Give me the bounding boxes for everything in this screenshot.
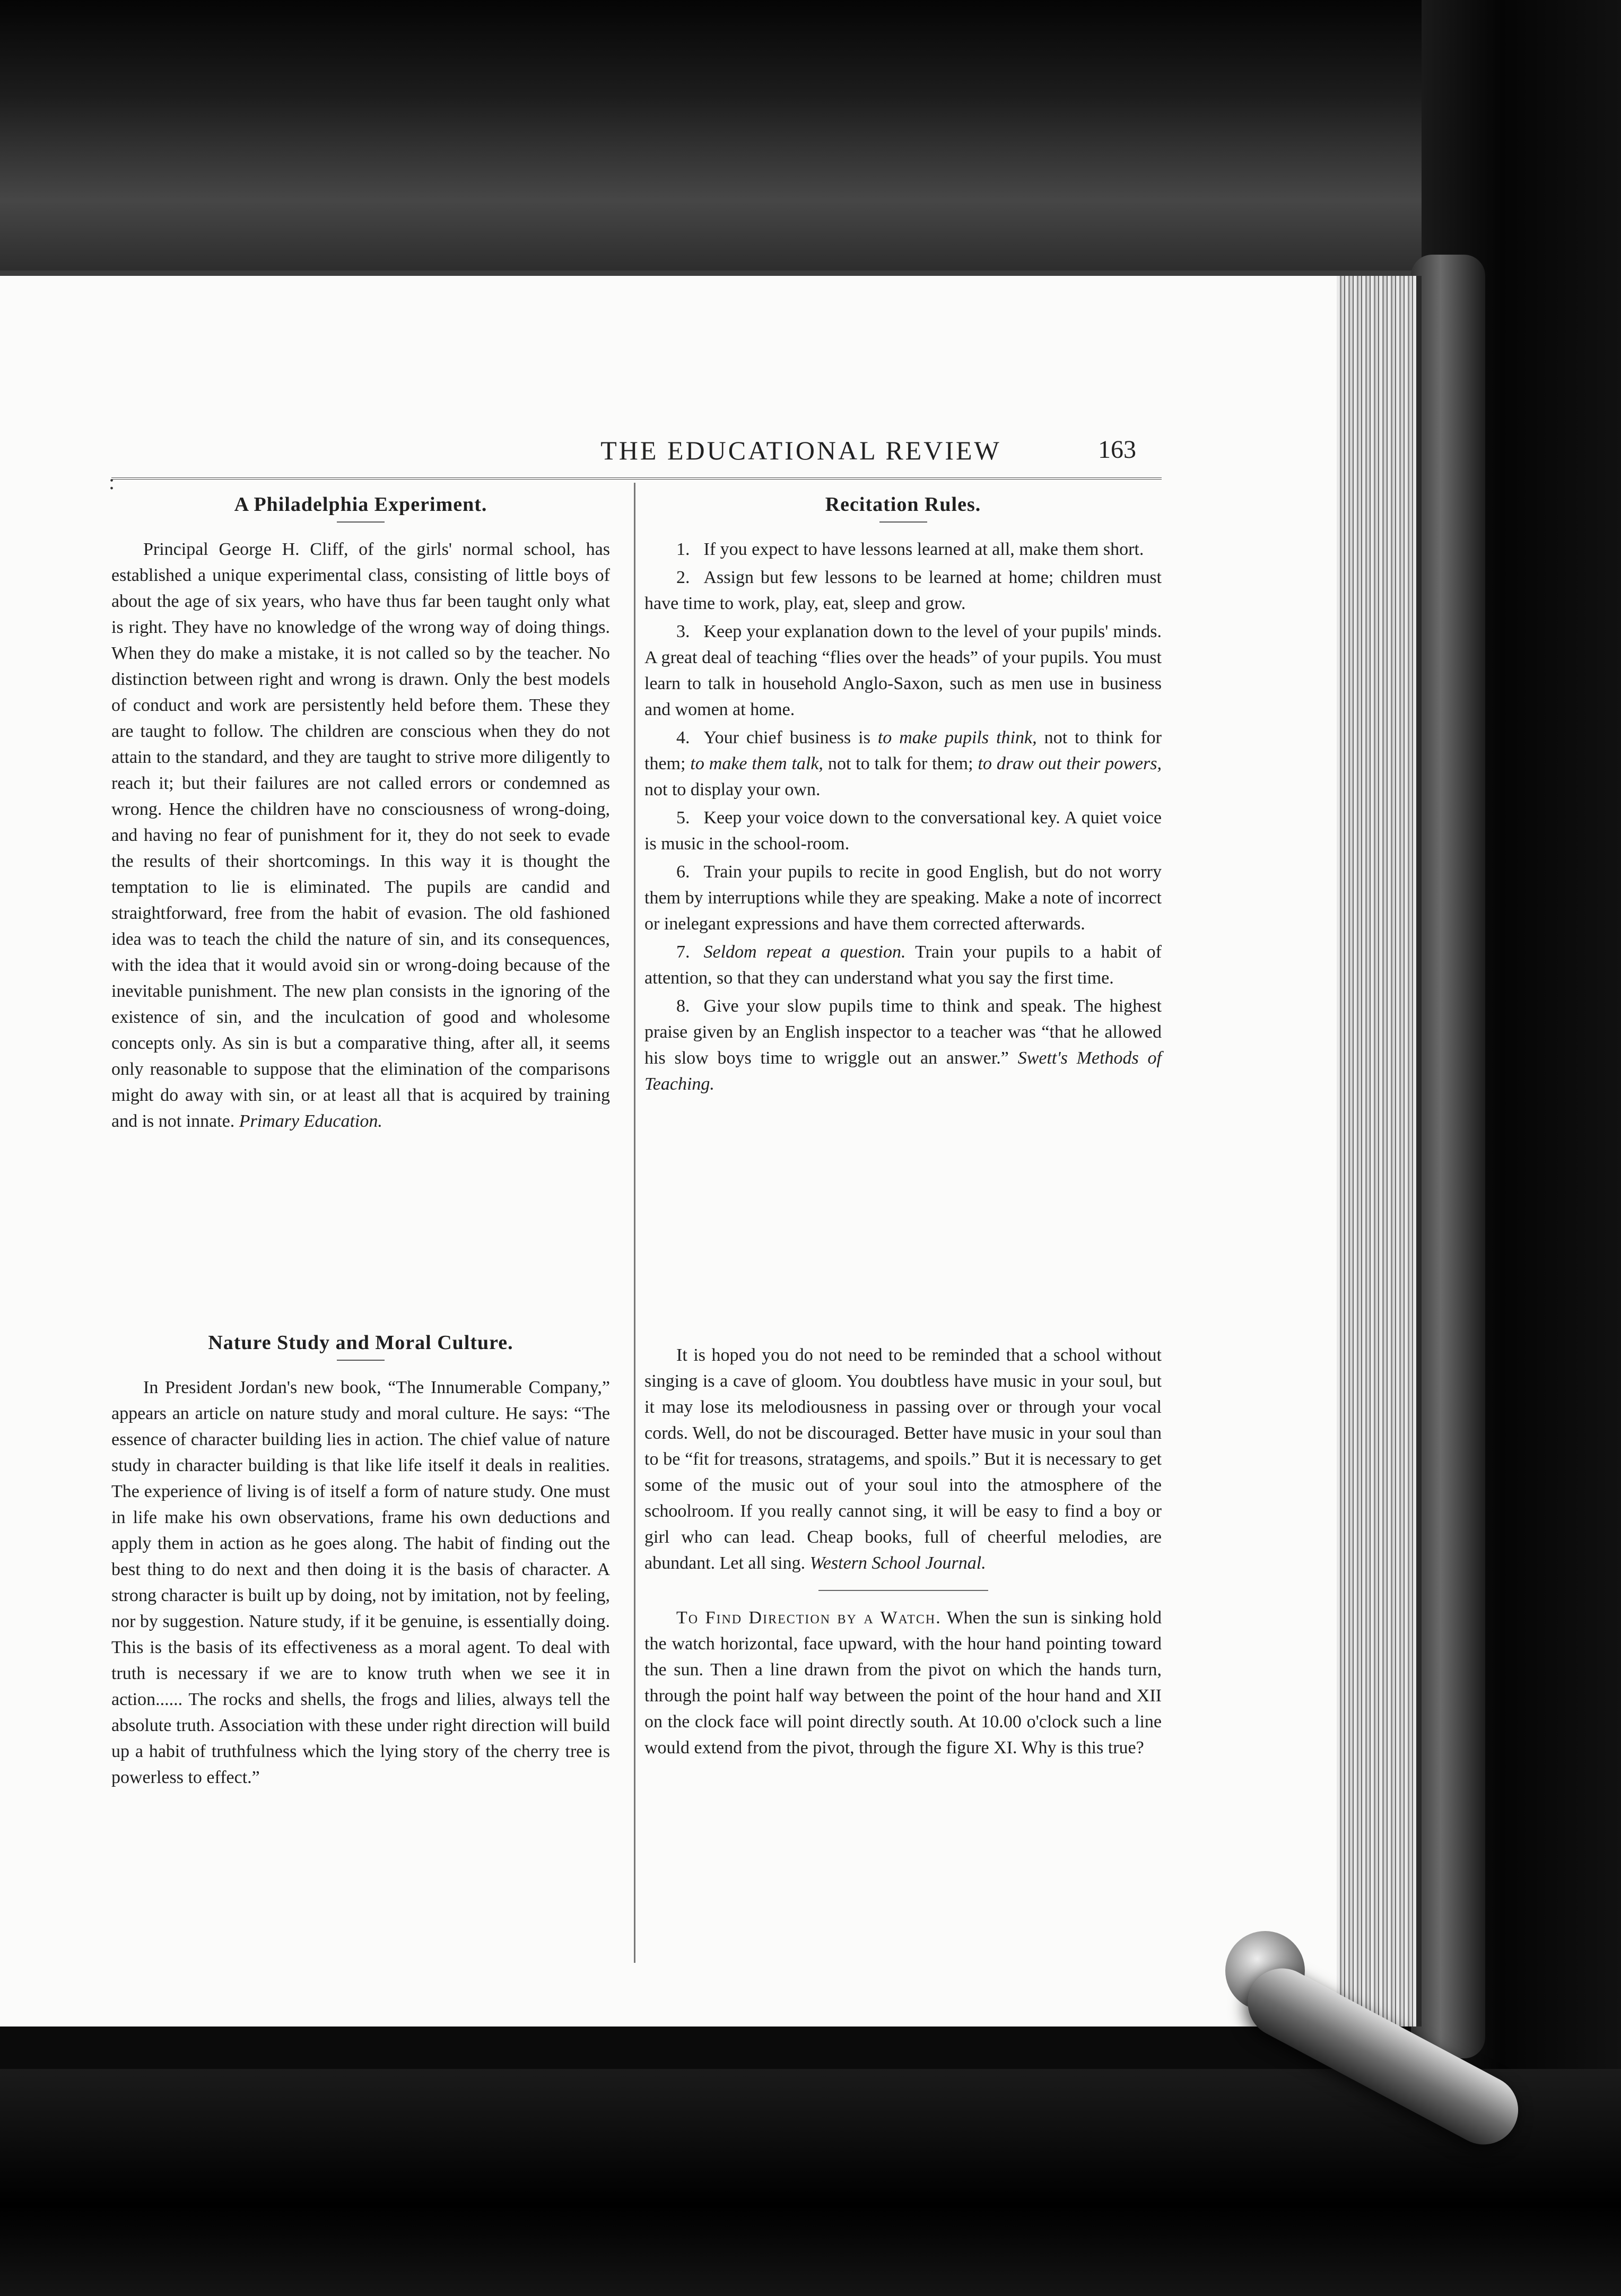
rule-number: 8. bbox=[676, 996, 690, 1016]
photo-background-bottom bbox=[0, 2069, 1621, 2296]
rule-emphasis: to draw out their powers, bbox=[978, 754, 1162, 773]
rule-text: Keep your voice down to the conversational key. A quiet voice is music in the school-room. bbox=[644, 808, 1162, 854]
rule-item bbox=[644, 725, 1162, 803]
left-column bbox=[111, 491, 610, 1134]
rule-text: not to display your own. bbox=[644, 780, 821, 799]
article-body-singing bbox=[644, 1342, 1162, 1576]
rule-item bbox=[644, 939, 1162, 991]
rule-number: 3. bbox=[676, 622, 690, 641]
article-title-recitation-rules: Recitation Rules. bbox=[825, 493, 981, 516]
article-title-nature-study: Nature Study and Moral Culture. bbox=[208, 1332, 513, 1354]
running-title: THE EDUCATIONAL REVIEW bbox=[600, 436, 1001, 465]
left-column-lower bbox=[111, 1329, 610, 1790]
rule-number: 4. bbox=[676, 728, 690, 747]
attribution: Western School Journal. bbox=[809, 1553, 986, 1573]
rule-number: 1. bbox=[676, 540, 690, 559]
article-lead: To Find Direction by a Watch. bbox=[676, 1608, 942, 1628]
rule-item bbox=[644, 619, 1162, 723]
rule-item bbox=[644, 536, 1162, 562]
rule-text: not to talk for them; bbox=[823, 754, 978, 773]
rule-item bbox=[644, 859, 1162, 937]
rule-emphasis: Seldom repeat a question. bbox=[703, 942, 906, 962]
article-body-nature-study: In President Jordan's new book, “The Innumerable Company,” appears an article on nature study and moral culture. He says: “The essence of character building lies in action. The chief value of nature study in character building is that like life itself it deals in realities. The experience of living is of itself a form of nature study. One must in life make his own observations, frame his own deductions and apply them in action as he goes along. The habit of finding out the best thing to do next and then doing it is the basis of character. A strong character is built up by doing, not by imitation, not by feeling, nor by suggestion. Nature study, if it be genuine, is essentially doing. This is the basis of its effectiveness as a moral agent. To deal with truth is necessary if we are to know truth when we see it in action...... The rocks and shells, the frogs and lilies, always tell the absolute truth. Association with these under right direction will build up a habit of truthfulness which the lying story of the cherry tree is powerless to effect.” bbox=[111, 1378, 610, 1787]
rule-text: Give your slow pupils time to think and speak. The highest praise given by an English inspector to a teacher was “that he allowed his slow boys time to wriggle out an answer.” bbox=[644, 996, 1162, 1068]
rule-emphasis: to make pupils think, bbox=[877, 728, 1037, 747]
rule-text: Keep your explanation down to the level of your pupils' minds. A great deal of teaching “flies over the heads” of your pupils. You must learn to talk in household Anglo-Saxon, such as men use in business and women at home. bbox=[644, 622, 1162, 719]
book-binding bbox=[1411, 255, 1485, 2058]
page-number: 163 bbox=[1098, 436, 1136, 464]
title-rule bbox=[879, 521, 927, 523]
article-text: When the sun is sinking hold the watch horizontal, face upward, with the hour hand pointing toward the sun. Then a line drawn from the pivot on which the hands turn, through the point half way between the point of the hour hand and XII on the clock face will point directly south. At 10.00 o'clock such a line would extend from the pivot, through the figure XI. Why is this true? bbox=[644, 1608, 1162, 1758]
rule-number: 2. bbox=[676, 568, 690, 587]
rule-text: not to think for them; bbox=[644, 728, 1162, 773]
rule-text: Train your pupils to a habit of attention, so that they can understand what you say the first time. bbox=[644, 942, 1162, 988]
header-rule bbox=[111, 477, 1162, 480]
article-title-philadelphia: A Philadelphia Experiment. bbox=[234, 493, 487, 516]
photo-background-band bbox=[0, 95, 1538, 271]
attribution: Primary Education. bbox=[239, 1111, 382, 1131]
rule-item bbox=[644, 564, 1162, 616]
rule-text: If you expect to have lessons learned at all, make them short. bbox=[703, 540, 1144, 559]
rule-number: 5. bbox=[676, 808, 690, 828]
section-separator bbox=[818, 1590, 988, 1591]
rule-number: 7. bbox=[676, 942, 690, 962]
right-column bbox=[644, 491, 1162, 1099]
rule-text: Assign but few lessons to be learned at home; children must have time to work, play, eat, sleep and grow. bbox=[644, 568, 1162, 613]
rule-item bbox=[644, 993, 1162, 1097]
rule-item bbox=[644, 805, 1162, 857]
margin-mark: : bbox=[109, 470, 115, 494]
column-divider bbox=[634, 483, 635, 1963]
right-column-singing bbox=[644, 1342, 1162, 1761]
attribution: Swett's Methods of Teaching. bbox=[644, 1048, 1162, 1094]
article-body-watch bbox=[644, 1605, 1162, 1761]
title-rule bbox=[337, 521, 385, 523]
page-edges bbox=[1337, 276, 1422, 2027]
article-text: Principal George H. Cliff, of the girls' normal school, has established a unique experimental class, consisting of little boys of about the age of six years, who have thus far been taught only what is right. They have no knowledge of the wrong way of doing things. When they do make a mistake, it is not called so by the teacher. No distinction between right and wrong is drawn. Only the best models of conduct and work are persistently held before them. These they are taught to follow. The children are conscious when they do not attain to the standard, and they are taught to strive more diligently to reach it; but their failures are not called errors or condemned as wrong. Hence the children have no consciousness of wrong-doing, and having no fear of punishment for it, they do not seek to evade the results of their shortcomings. In this way it is thought the temptation to lie is eliminated. The pupils are candid and straightforward, free from the habit of evasion. The old fashioned idea was to teach the child the nature of sin, and its consequences, with the idea that it would avoid sin or wrong-doing because of the inevitable punishment. The new plan consists in the ignoring of the existence of sin, and the inculcation of good and wholesome concepts only. As sin is but a comparative thing, after all, it seems only reasonable to suppose that the elimination of the comparisons might do away with sin, or at least all that is acquired by training and is not innate. bbox=[111, 540, 610, 1131]
rule-emphasis: to make them talk, bbox=[690, 754, 823, 773]
title-rule bbox=[337, 1360, 385, 1361]
article-text: It is hoped you do not need to be reminded that a school without singing is a cave of gloom. You doubtless have music in your soul, but it may lose its melodiousness in passing over or through your vocal cords. Well, do not be discouraged. Better have music in your soul than to be “fit for treasons, stratagems, and spoils.” But it is necessary to get some of the music out of your soul into the atmosphere of the schoolroom. If you really cannot sing, it will be easy to find a boy or girl who can lead. Cheap books, full of cheerful melodies, are abundant. Let all sing. bbox=[644, 1345, 1162, 1573]
rule-text: Train your pupils to recite in good English, but do not worry them by interruptions while they are speaking. Make a note of incorrect or inelegant expressions and have them corrected afterwards. bbox=[644, 862, 1162, 934]
article-body-philadelphia bbox=[111, 536, 610, 1134]
rule-text: Your chief business is bbox=[703, 728, 878, 747]
rule-number: 6. bbox=[676, 862, 690, 882]
